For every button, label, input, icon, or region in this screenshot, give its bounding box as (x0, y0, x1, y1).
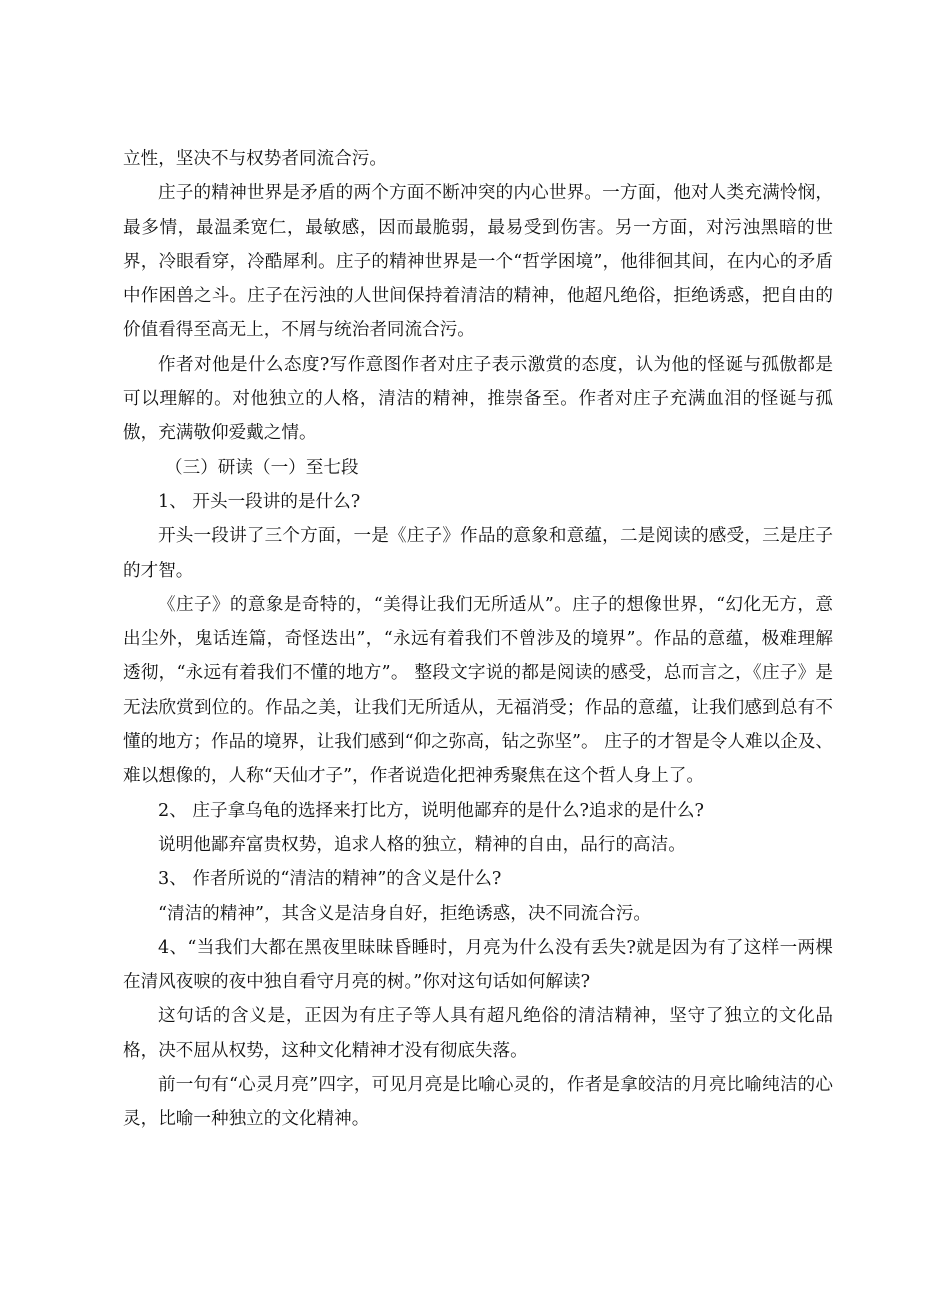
answer-1-detail: 《庄子》的意象是奇特的，“美得让我们无所适从”。庄子的想像世界，“幻化无方，意出尘外，鬼话连篇，奇怪迭出”，“永远有着我们不曾涉及的境界”。作品的意蕴，极难理解透彻，“永远有着我们不懂的地方”。 整段文字说的都是阅读的感受，总而言之，《庄子》是无法欣赏到位的。作品之美，让我们无所适从，无福消受；作品的意蕴，让我们感到总有不懂的地方；作品的境界，让我们感到“仰之弥高，钻之弥坚”。 庄子的才智是令人难以企及、难以想像的，人称“天仙才子”，作者说造化把神秀聚焦在这个哲人身上了。 (123, 594, 833, 787)
paragraph-author-attitude: 作者对他是什么态度?写作意图作者对庄子表示激赏的态度，认为他的怪诞与孤傲都是可以理解的。对他独立的人格，清洁的精神，推崇备至。作者对庄子充满血泪的怪诞与孤傲，充满敬仰爱戴之情。 (123, 354, 833, 444)
answer-4-detail: 前一句有“心灵月亮”四字，可见月亮是比喻心灵的，作者是拿皎洁的月亮比喻纯洁的心灵，比喻一种独立的文化精神。 (123, 1075, 833, 1130)
question-3: 3、 作者所说的“清洁的精神”的含义是什么? (158, 869, 502, 890)
answer-3: “清洁的精神”，其含义是洁身自好，拒绝诱惑，决不同流合污。 (158, 903, 652, 924)
question-1: 1、 开头一段讲的是什么? (158, 491, 361, 512)
question-2: 2、 庄子拿乌龟的选择来打比方，说明他鄙弃的是什么?追求的是什么? (158, 800, 704, 821)
question-4: 4、“当我们大都在黑夜里昧昧昏睡时，月亮为什么没有丢失?就是因为有了这样一两棵在清风夜唳的夜中独自看守月亮的树。”你对这句话如何解读? (123, 937, 833, 993)
section-heading: （三）研读（一）至七段 (165, 457, 359, 478)
paragraph-spiritual-world: 庄子的精神世界是矛盾的两个方面不断冲突的内心世界。一方面，他对人类充满怜悯，最多情，最温柔宽仁，最敏感，因而最脆弱，最易受到伤害。另一方面，对污浊黑暗的世界，冷眼看穿，冷酷犀利。庄子的精神世界是一个“哲学困境”，他徘徊其间，在内心的矛盾中作困兽之斗。庄子在污浊的人世间保持着清洁的精神，他超凡绝俗，拒绝诱惑，把自由的价值看得至高无上，不屑与统治者同流合污。 (123, 183, 833, 341)
document-body (123, 142, 833, 1137)
answer-1: 开头一段讲了三个方面，一是《庄子》作品的意象和意蕴，二是阅读的感受，三是庄子的才智。 (123, 526, 833, 581)
paragraph-continuation: 立性，坚决不与权势者同流合污。 (123, 149, 387, 169)
answer-2: 说明他鄙弃富贵权势，追求人格的独立，精神的自由，品行的高洁。 (158, 834, 686, 855)
answer-4: 这句话的含义是，正因为有庄子等人具有超凡绝俗的清洁精神，坚守了独立的文化品格，决不屈从权势，这种文化精神才没有彻底失落。 (123, 1006, 833, 1061)
